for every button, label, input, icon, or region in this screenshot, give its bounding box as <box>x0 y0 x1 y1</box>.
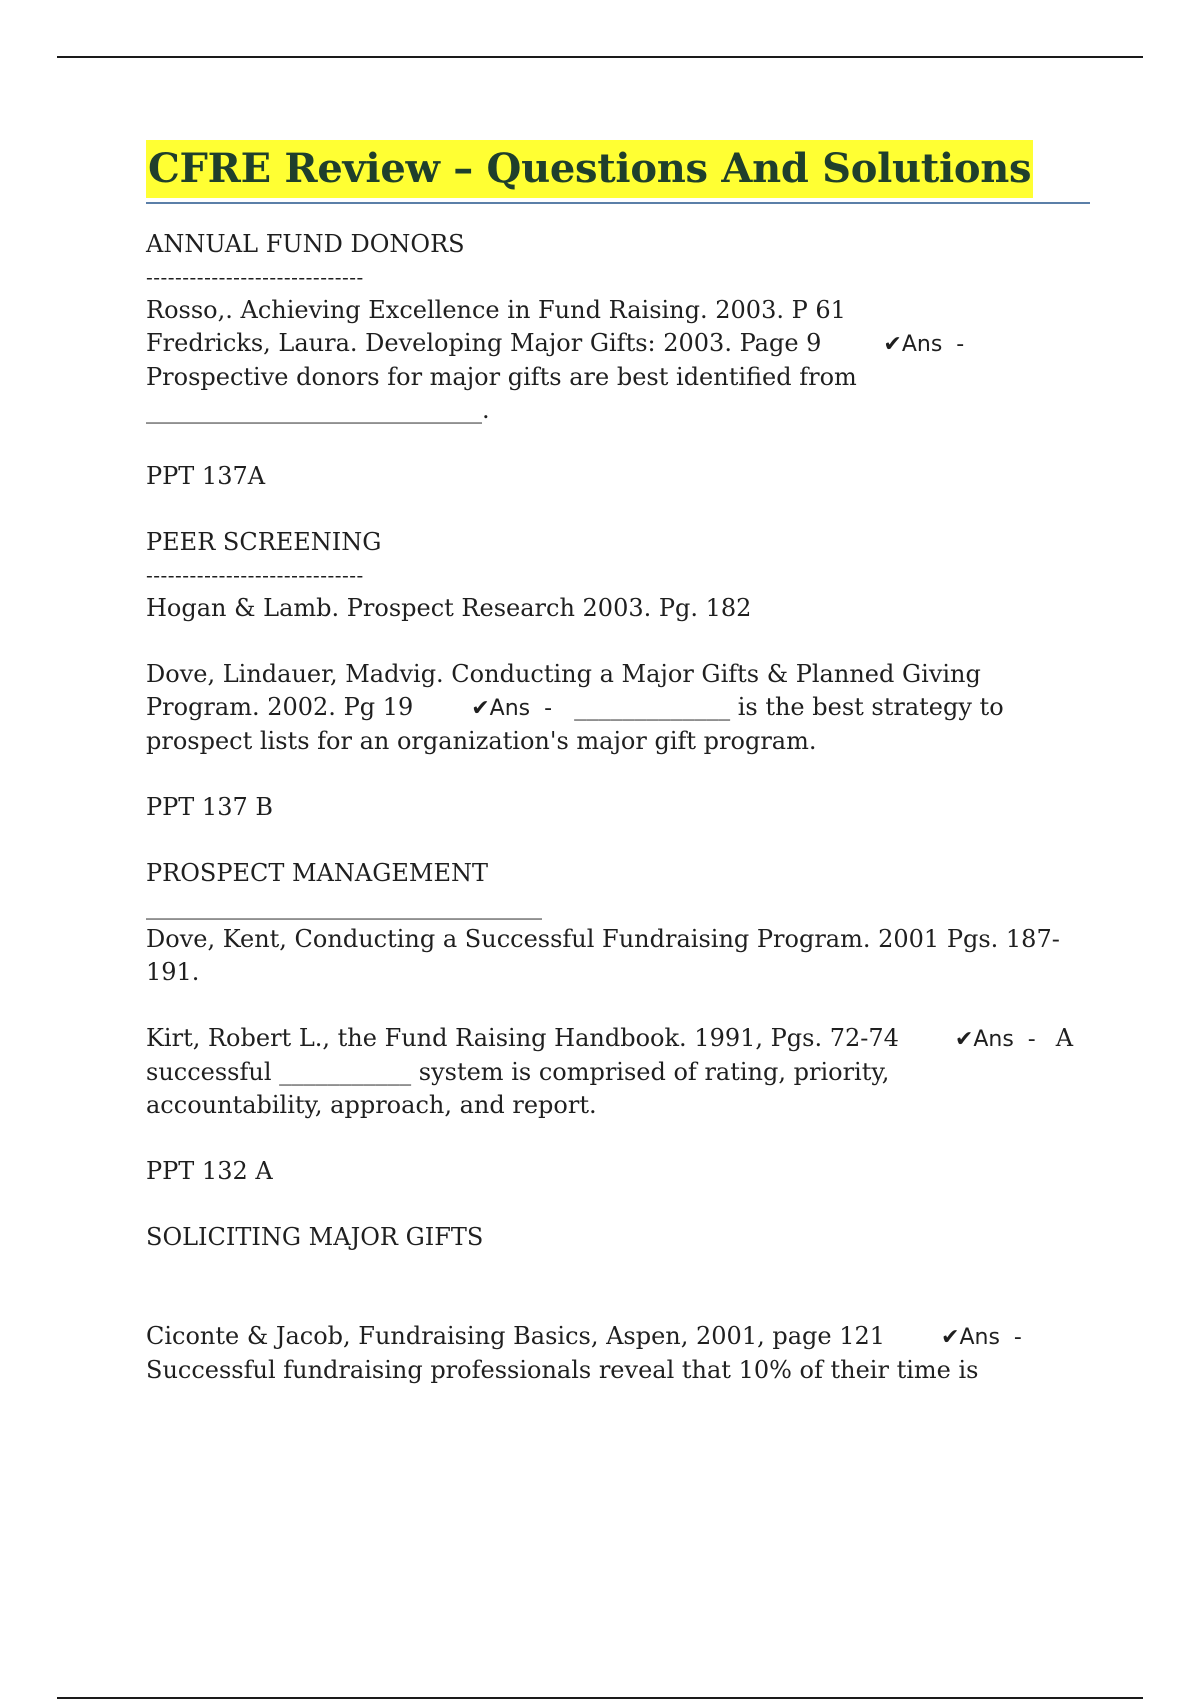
question-text: prospect lists for an organization's major gift program. <box>146 727 817 755</box>
ppt-reference: PPT 137 B <box>146 793 274 821</box>
section-heading: ANNUAL FUND DONORS <box>146 230 465 258</box>
reference-text: Program. 2002. Pg 19 <box>146 693 414 721</box>
question-text: Prospective donors for major gifts are best identified from <box>146 363 857 391</box>
question-text: _____________ is the best strategy to <box>574 693 1004 721</box>
reference-line: Dove, Lindauer, Madvig. Conducting a Major Gifts & Planned Giving <box>146 660 981 688</box>
answer-marker: ✔Ans - <box>954 1027 1036 1052</box>
question-text: ____________________________. <box>146 396 490 424</box>
question-text: accountability, approach, and report. <box>146 1091 597 1119</box>
answer-marker: ✔Ans - <box>883 332 965 357</box>
reference-line <box>146 691 1090 725</box>
section-annual-fund-donors <box>146 228 1090 493</box>
section-heading: PROSPECT MANAGEMENT <box>146 859 489 887</box>
section-divider: _________________________________ <box>146 892 542 920</box>
answer-marker: ✔Ans - <box>941 1325 1022 1350</box>
section-peer-screening <box>146 526 1090 824</box>
ppt-reference: PPT 137A <box>146 462 266 490</box>
question-text: successful ___________ system is comprised of rating, priority, <box>146 1058 890 1086</box>
reference-line <box>146 327 1090 361</box>
reference-text: Ciconte & Jacob, Fundraising Basics, Aspen, 2001, page 121 <box>146 1322 886 1350</box>
section-divider: ------------------------------ <box>146 265 364 289</box>
document-body <box>146 140 1090 1387</box>
reference-line <box>146 1022 1090 1056</box>
reference-text: Kirt, Robert L., the Fund Raising Handbook. 1991, Pgs. 72-74 <box>146 1024 899 1052</box>
section-divider: ------------------------------ <box>146 563 364 587</box>
document-title: CFRE Review – Questions And Solutions <box>146 140 1033 198</box>
reference-line: Rosso,. Achieving Excellence in Fund Raising. 2003. P 61 <box>146 296 846 324</box>
reference-line: 191. <box>146 958 200 986</box>
reference-text: Fredricks, Laura. Developing Major Gifts: 2003. Page 9 <box>146 329 822 357</box>
ppt-reference: PPT 132 A <box>146 1157 273 1185</box>
question-text: Successful fundraising professionals reveal that 10% of their time is <box>146 1356 979 1384</box>
reference-line: Dove, Kent, Conducting a Successful Fundraising Program. 2001 Pgs. 187- <box>146 925 1060 953</box>
top-rule <box>57 56 1143 58</box>
bottom-rule <box>57 1697 1143 1699</box>
section-soliciting-major-gifts <box>146 1221 1090 1387</box>
title-block <box>146 140 1090 204</box>
answer-marker: ✔Ans - <box>471 696 553 721</box>
section-prospect-management <box>146 857 1090 1188</box>
reference-line: Hogan & Lamb. Prospect Research 2003. Pg. 182 <box>146 594 752 622</box>
section-heading: SOLICITING MAJOR GIFTS <box>146 1223 484 1251</box>
section-heading: PEER SCREENING <box>146 528 382 556</box>
reference-line <box>146 1320 1090 1354</box>
question-lead: A <box>1055 1024 1074 1052</box>
